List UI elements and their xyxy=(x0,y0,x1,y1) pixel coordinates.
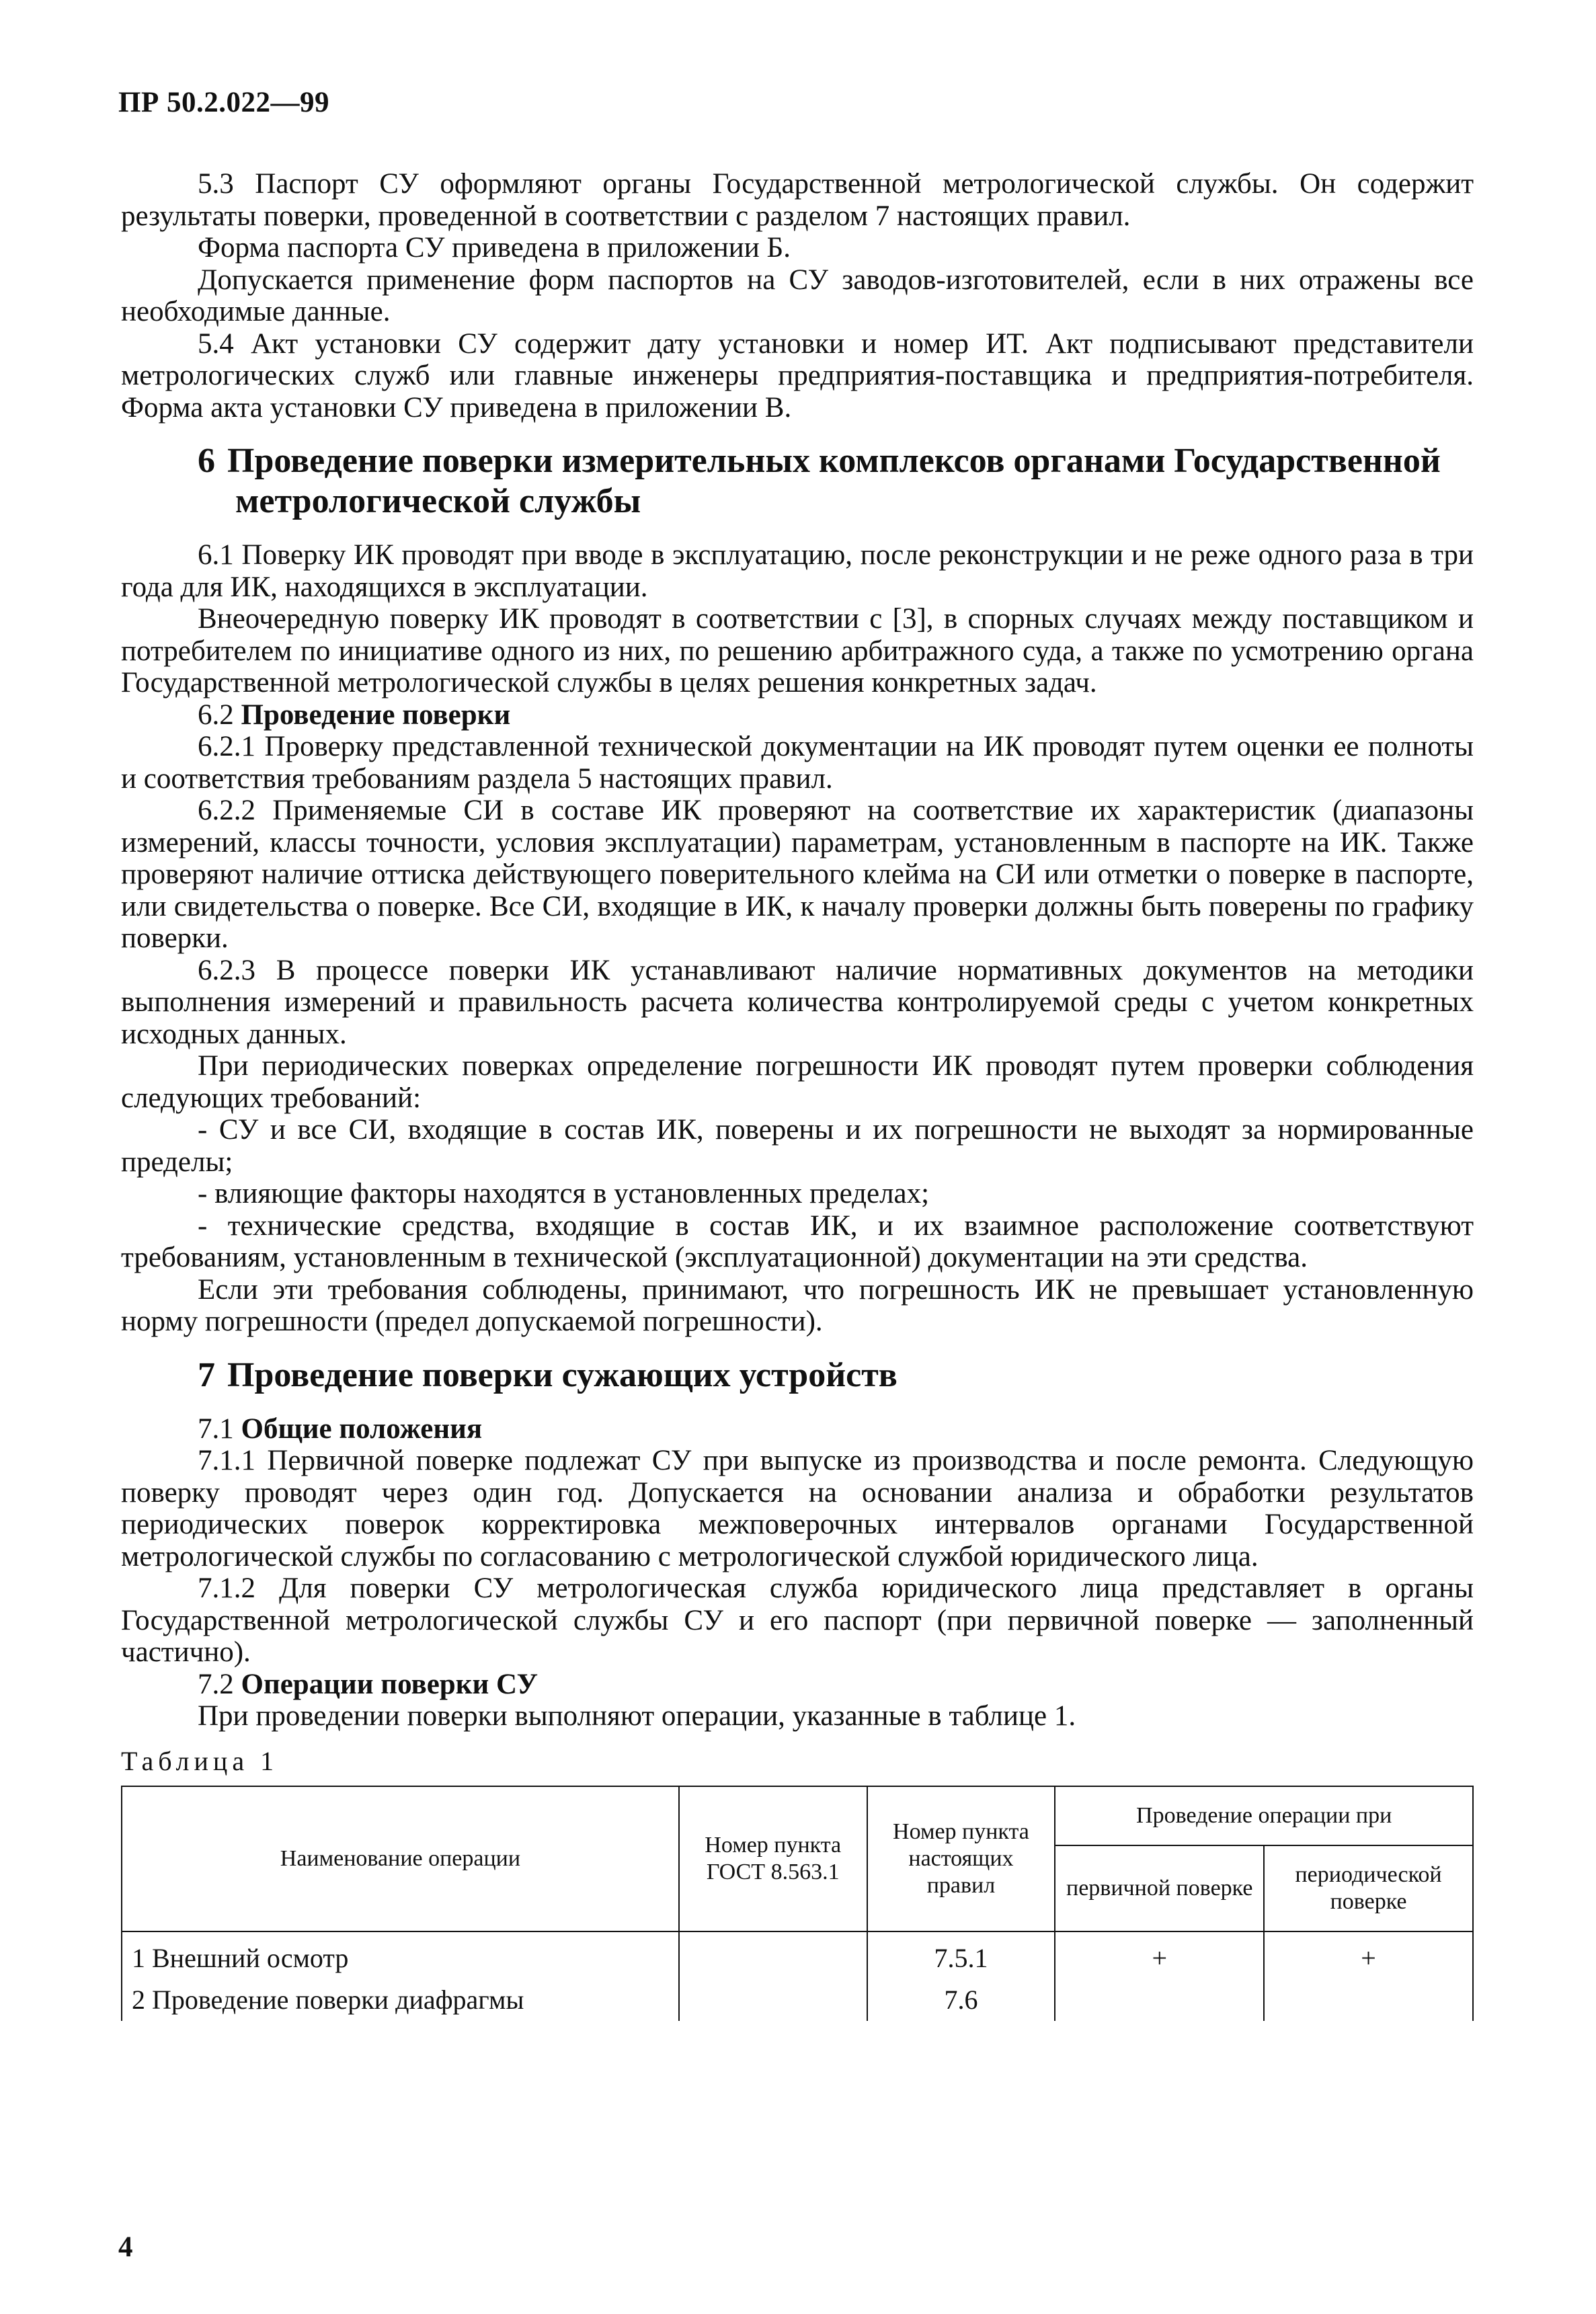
table-row xyxy=(122,1931,1473,1979)
paragraph-6-2-1: 6.2.1 Проверку представленной технической документации на ИК проводят путем оценки ее полноты и соответствия требованиям раздела 5 настоящих правил. xyxy=(121,731,1474,795)
paragraph-6-2-number: 6.2 xyxy=(198,699,234,731)
cell-periodic-mark xyxy=(1264,1979,1473,2021)
cell-operation-name: 1 Внешний осмотр xyxy=(122,1931,679,1979)
paragraph-6-2-3: 6.2.3 В процессе поверки ИК устанавливают наличие нормативных документов на методики выполнения измерений и правильность расчета количества контролируемой среды с учетом конкретных исходных данных. xyxy=(121,954,1474,1050)
paragraph-6-2-2: 6.2.2 Применяемые СИ в составе ИК проверяют на соответствие их характеристик (диапазоны измерений, классы точности, условия эксплуатации) параметрам, установленным в паспорте на ИК. Также проверяют наличие оттиска действующего поверительного клейма на СИ или отметки о поверке в паспорте, или свидетельства о поверке. Все СИ, входящие в ИК, к началу проверки должны быть поверены по графику поверки. xyxy=(121,795,1474,954)
operations-table xyxy=(121,1786,1474,2021)
cell-rules-clause: 7.5.1 xyxy=(867,1931,1055,1979)
page-number: 4 xyxy=(118,2231,133,2263)
paragraph-5-4: 5.4 Акт установки СУ содержит дату установки и номер ИТ. Акт подписывают представители метрологических служб или главные инженеры предприятия-поставщика и предприятия-потребителя. Форма акта установки СУ приведена в приложении В. xyxy=(121,327,1474,424)
cell-periodic-mark: + xyxy=(1264,1931,1473,1979)
cell-operation-name: 2 Проведение поверки диафрагмы xyxy=(122,1979,679,2021)
paragraph-6-1-extra: Внеочередную поверку ИК проводят в соответствии с [3], в спорных случаях между поставщиком и потребителем по инициативе одного из них, по решению арбитражного суда, а также по усмотрению органа Государственной метрологической службы в целях решения конкретных задач. xyxy=(121,603,1474,699)
header-gost-clause: Номер пункта ГОСТ 8.563.1 xyxy=(679,1786,867,1931)
bullet-3: - технические средства, входящие в состав ИК, и их взаимное расположение соответствуют требованиям, установленным в технической (эксплуатационной) документации на эти средства. xyxy=(121,1209,1474,1273)
cell-primary-mark: + xyxy=(1055,1931,1264,1979)
cell-gost-clause xyxy=(679,1931,867,1979)
section-7-title: Проведение поверки сужающих устройств xyxy=(227,1355,897,1394)
bullet-1: - СУ и все СИ, входящие в состав ИК, поверены и их погрешности не выходят за нормированные пределы; xyxy=(121,1114,1474,1178)
paragraph-7-2-number: 7.2 xyxy=(198,1668,234,1700)
header-operation-name: Наименование операции xyxy=(122,1786,679,1931)
header-periodic-verification: периодической поверке xyxy=(1264,1845,1473,1931)
paragraph-6-2 xyxy=(121,699,1474,731)
cell-rules-clause: 7.6 xyxy=(867,1979,1055,2021)
paragraph-7-2 xyxy=(121,1669,1474,1701)
header-conduct-operation: Проведение операции при xyxy=(1055,1786,1473,1845)
header-primary-verification: первичной поверке xyxy=(1055,1845,1264,1931)
paragraph-7-1 xyxy=(121,1413,1474,1445)
table-row xyxy=(122,1979,1473,2021)
table-caption: Таблица 1 xyxy=(121,1746,279,1776)
paragraph-6-periodic: При периодических поверках определение погрешности ИК проводят путем проверки соблюдения следующих требований: xyxy=(121,1050,1474,1114)
document-code-header: ПР 50.2.022—99 xyxy=(118,87,329,118)
section-7-heading xyxy=(121,1355,1474,1396)
header-rules-clause: Номер пункта настоящих правил xyxy=(867,1786,1055,1931)
cell-gost-clause xyxy=(679,1979,867,2021)
paragraph-6-1: 6.1 Поверку ИК проводят при вводе в эксплуатацию, после реконструкции и не реже одного раза в три года для ИК, находящихся в эксплуатации. xyxy=(121,539,1474,603)
cell-primary-mark xyxy=(1055,1979,1264,2021)
paragraph-5-3-allow: Допускается применение форм паспортов на СУ заводов-изготовителей, если в них отражены все необходимые данные. xyxy=(121,264,1474,327)
paragraph-7-2-text: При проведении поверки выполняют операции, указанные в таблице 1. xyxy=(198,1700,1076,1732)
section-6-title-line2: метрологической службы xyxy=(235,482,641,520)
paragraph-7-1-1: 7.1.1 Первичной поверке подлежат СУ при выпуске из производства и после ремонта. Следующую поверку проводят через один год. Допускается на основании анализа и обработки результатов периодических поверок корректировка межповерочных интервалов органами Государственной метрологической службы по согласованию с метрологической службой юридического лица. xyxy=(121,1445,1474,1572)
section-6-title-line1: Проведение поверки измерительных комплексов органами Государственной xyxy=(227,442,1441,480)
bullet-2: - влияющие факторы находятся в установленных пределах; xyxy=(198,1178,930,1209)
section-6-heading xyxy=(121,441,1474,522)
section-6-number: 6 xyxy=(198,442,215,480)
document-body xyxy=(121,168,1474,1732)
paragraph-6-if: Если эти требования соблюдены, принимают, что погрешность ИК не превышает установленную норму погрешности (предел допускаемой погрешности). xyxy=(121,1273,1474,1337)
paragraph-6-2-title: Проведение поверки xyxy=(241,699,511,731)
paragraph-5-3: 5.3 Паспорт СУ оформляют органы Государственной метрологической службы. Он содержит результаты поверки, проведенной в соответствии с разделом 7 настоящих правил. xyxy=(121,168,1474,232)
paragraph-5-3-form: Форма паспорта СУ приведена в приложении Б. xyxy=(198,232,791,264)
section-7-number: 7 xyxy=(198,1355,215,1394)
paragraph-7-2-title: Операции поверки СУ xyxy=(241,1668,538,1700)
paragraph-7-1-2: 7.1.2 Для поверки СУ метрологическая служба юридического лица представляет в органы Государственной метрологической службы СУ и его паспорт (при первичной поверке — заполненный частично). xyxy=(121,1572,1474,1668)
paragraph-7-1-title: Общие положения xyxy=(241,1412,483,1445)
paragraph-7-1-number: 7.1 xyxy=(198,1412,234,1445)
